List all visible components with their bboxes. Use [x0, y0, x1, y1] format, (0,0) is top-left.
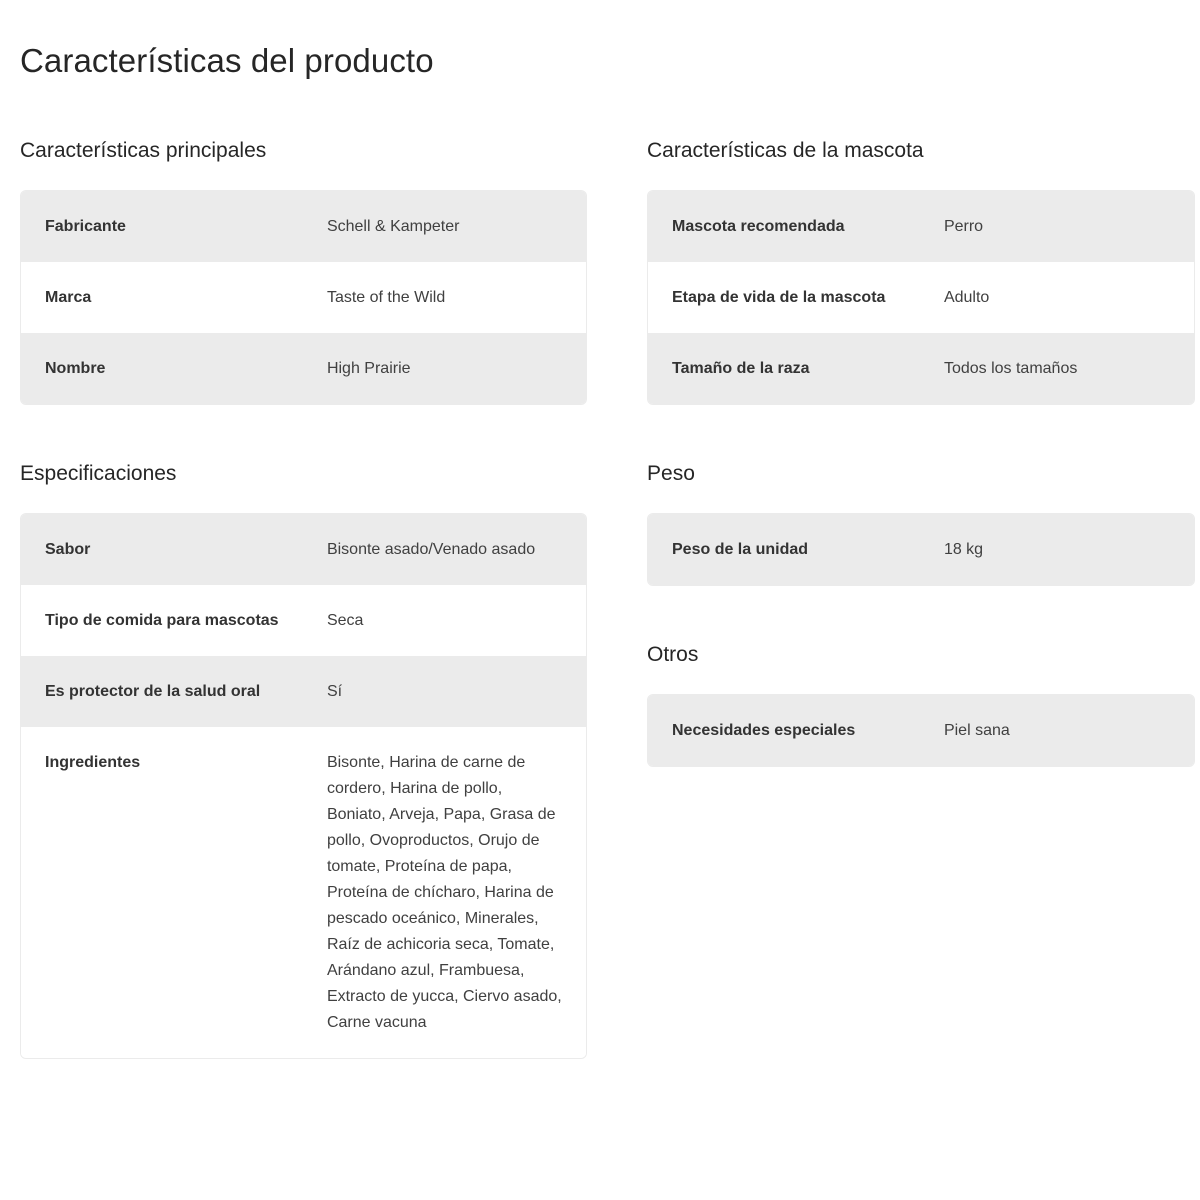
spec-table: [647, 513, 1195, 586]
section-spacer: [647, 405, 1195, 457]
section-title: Características de la mascota: [647, 139, 924, 162]
spec-row-nombre: [21, 333, 586, 404]
spec-value: High Prairie: [326, 360, 411, 377]
spec-row-fabricante: [21, 191, 586, 262]
spec-label: Mascota recomendada: [672, 218, 845, 235]
section-spacer: [20, 405, 587, 457]
section-title: Peso: [647, 462, 695, 485]
spec-table: [647, 190, 1195, 405]
spec-table: [20, 513, 587, 1059]
right-column: [647, 134, 1195, 767]
spec-row-tipo-comida: [21, 585, 586, 656]
section-spacer: [647, 586, 1195, 638]
spec-value: Todos los tamaños: [943, 360, 1078, 377]
spec-table: [20, 190, 587, 405]
section-title: Características principales: [20, 139, 267, 162]
spec-row-sabor: [21, 514, 586, 585]
spec-row-salud-oral: [21, 656, 586, 727]
spec-row-mascota: [648, 191, 1194, 262]
spec-label: Ingredientes: [45, 754, 141, 771]
spec-row-peso: [648, 514, 1194, 585]
spec-row-necesidades: [648, 695, 1194, 766]
spec-label: Nombre: [45, 360, 106, 377]
spec-row-marca: [21, 262, 586, 333]
spec-row-etapa-vida: [648, 262, 1194, 333]
spec-label: Es protector de la salud oral: [45, 683, 261, 700]
spec-value: Taste of the Wild: [326, 289, 446, 306]
spec-value: Adulto: [943, 289, 990, 306]
spec-value: Bisonte, Harina de carne de cordero, Harina de pollo, Boniato, Arveja, Papa, Grasa de pollo, Ovoproductos, Orujo de tomate, Proteína de papa, Proteína de chícharo, Harina de pescado oceánico, Minerales, Raíz de achicoria seca, Tomate, Arándano azul, Frambuesa, Extracto de yucca, Ciervo asado, Carne vacuna: [326, 754, 562, 1031]
page-title: Características del producto: [20, 42, 434, 79]
spec-value: 18 kg: [943, 541, 984, 558]
spec-value: Schell & Kampeter: [326, 218, 460, 235]
left-column: [20, 134, 587, 1059]
section-pet-features: [647, 134, 1195, 405]
section-title: Otros: [647, 643, 699, 666]
spec-row-ingredientes: [21, 727, 586, 1058]
spec-label: Marca: [45, 289, 92, 306]
section-title: Especificaciones: [20, 462, 177, 485]
spec-row-tamano-raza: [648, 333, 1194, 404]
spec-label: Necesidades especiales: [672, 722, 856, 739]
spec-label: Tamaño de la raza: [672, 360, 810, 377]
section-main-features: [20, 134, 587, 405]
spec-label: Etapa de vida de la mascota: [672, 289, 886, 306]
spec-value: Seca: [326, 612, 364, 629]
spec-table: [647, 694, 1195, 767]
spec-label: Peso de la unidad: [672, 541, 809, 558]
spec-value: Piel sana: [943, 722, 1010, 739]
spec-value: Sí: [326, 683, 343, 700]
spec-value: Bisonte asado/Venado asado: [326, 541, 536, 558]
spec-value: Perro: [943, 218, 984, 235]
section-specifications: [20, 457, 587, 1059]
spec-label: Fabricante: [45, 218, 126, 235]
section-weight: [647, 457, 1195, 586]
spec-label: Tipo de comida para mascotas: [45, 612, 279, 629]
spec-label: Sabor: [45, 541, 91, 558]
section-others: [647, 638, 1195, 767]
